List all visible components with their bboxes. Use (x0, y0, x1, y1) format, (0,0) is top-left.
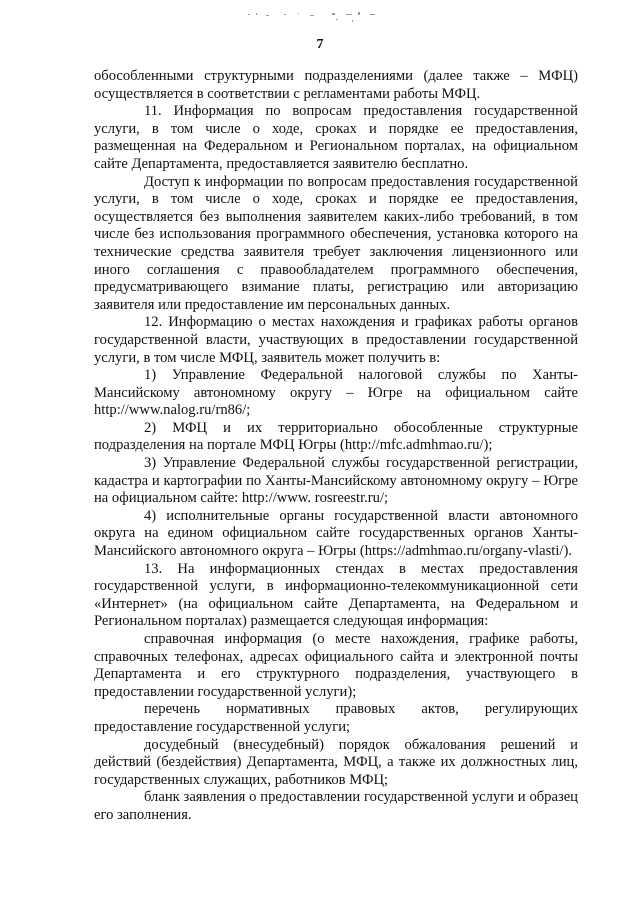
paragraph-continuation: обособленными структурными подразделениями (далее также – МФЦ) осуществляется в соответствии с регламентами работы МФЦ. (94, 68, 578, 102)
paragraph-13-appeal-procedure: досудебный (внесудебный) порядок обжалования решений и действий (бездействия) Департамента, МФЦ, а также их должностных лиц, государственных служащих, работников МФЦ; (94, 736, 578, 788)
paragraph-11-access: Доступ к информации по вопросам предоставления государственной услуги, в том числе о ходе, сроках и порядке ее предоставления, осуществляется без выполнения заявителем каких-либо требований, в том числе без использования программного обеспечения, установка которого на технические средства заявителя требует заключения лицензионного или иного соглашения с правообладателем программного обеспечения, предусматривающего взимание платы, регистрацию или авторизацию заявителя или предоставление им персональных данных. (94, 173, 578, 313)
paragraph-12-item-3: 3) Управление Федеральной службы государственной регистрации, кадастра и картографии по Ханты-Мансийскому автономному округу – Югре на официальном сайте: http://www. rosreestr.ru/; (94, 455, 578, 507)
paragraph-11: 11. Информация по вопросам предоставления государственной услуги, в том числе о ходе, сроках и порядке ее предоставления, размещенная на Федеральном и Региональном порталах, на официальном сайте Департамента, предоставляется заявителю бесплатно. (94, 103, 578, 172)
paragraph-13-application-form: бланк заявления о предоставлении государственной услуги и образец его заполнения. (94, 789, 578, 823)
paragraph-12-item-4: 4) исполнительные органы государственной власти автономного округа на едином официальном сайте государственных органов Ханты-Мансийского автономного округа – Югры (https://admhmao.ru/organy-vlasti/). (94, 507, 578, 560)
paragraph-13-reference-info: справочная информация (о месте нахождения, графике работы, справочных телефонах, адресах официального сайта и электронной почты Департамента и его структурного подразделения, участвующего в предоставлении государственной услуги); (94, 631, 578, 700)
paragraph-12-item-2: 2) МФЦ и их территориально обособленные структурные подразделения на портале МФЦ Югры (http://mfc.admhmao.ru/); (94, 419, 578, 454)
document-body (94, 68, 578, 825)
paragraph-13: 13. На информационных стендах в местах предоставления государственной услуги, в информационно-телекоммуникационной сети «Интернет» (на официальном сайте Департамента, на Федеральном и Региональном порталах) размещается следующая информация: (94, 560, 578, 630)
paragraph-13-legal-acts: перечень нормативных правовых актов, регулирующих предоставление государственной услуги; (94, 701, 578, 735)
paragraph-12-item-1: 1) Управление Федеральной налоговой службы по Ханты-Мансийскому автономному округу – Югре на официальном сайте http://www.nalog.ru/rn86/; (94, 367, 578, 419)
paragraph-12: 12. Информацию о местах нахождения и графиках работы органов государственной власти, участвующих в предоставлении государственной услуги, в том числе МФЦ, заявитель может получить в: (94, 314, 578, 366)
scan-artifact-marks (240, 8, 400, 24)
page-number: 7 (316, 37, 324, 52)
